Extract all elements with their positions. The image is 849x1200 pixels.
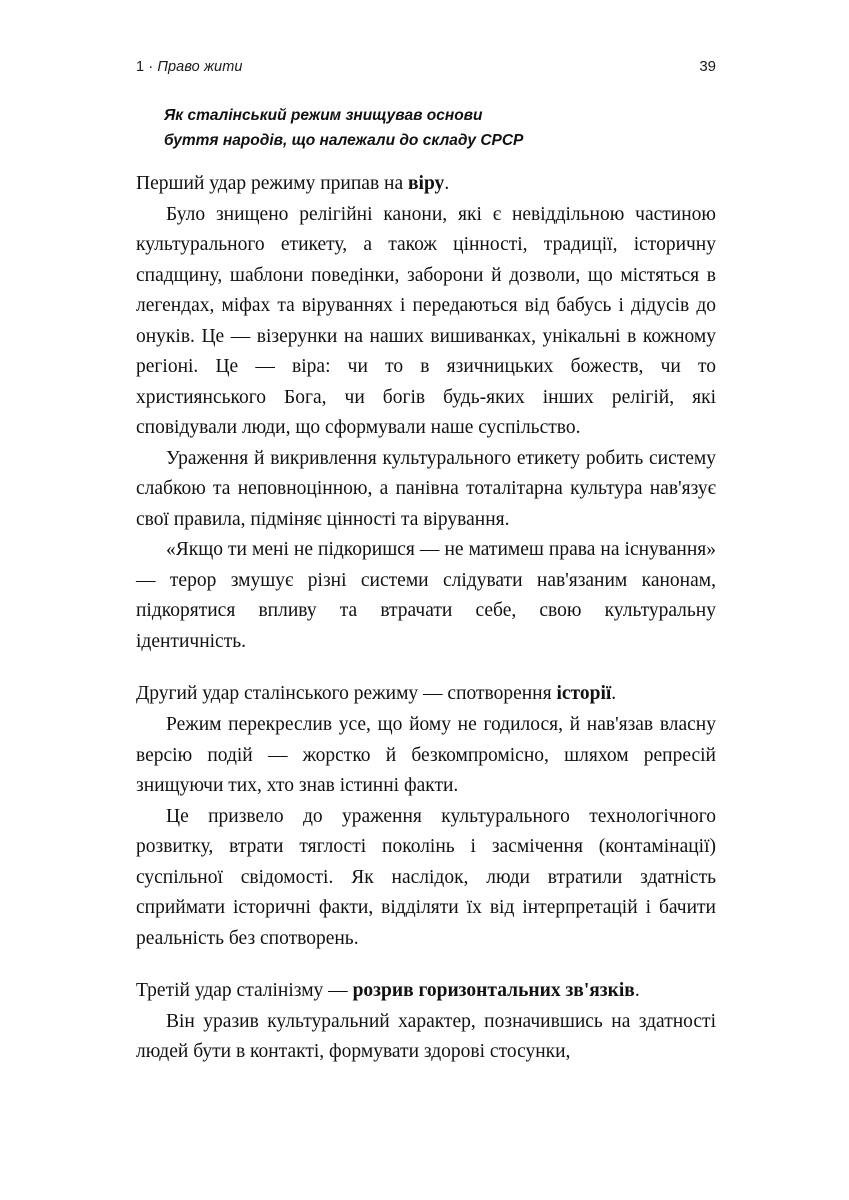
lead-1-before: Перший удар режиму припав на [136, 173, 409, 195]
running-title-text: Право жити [157, 59, 243, 75]
page-header [136, 0, 716, 75]
subheading-line-1: Як сталінський режим знищував основи [164, 107, 483, 124]
lead-3-bold: розрив горизонтальних зв'язків [352, 980, 635, 1002]
lead-paragraph-1 [136, 169, 716, 200]
body-text [136, 169, 716, 1067]
running-title [136, 59, 243, 75]
paragraph-spacer [136, 657, 716, 679]
lead-3-before: Третій удар сталінізму — [136, 980, 353, 1002]
lead-3-after: . [634, 980, 640, 1002]
page-number: 39 [699, 58, 716, 75]
lead-paragraph-2 [136, 679, 716, 710]
paragraph: Це призвело до ураження культурального технологічного розвитку, втрати тяглості поколінь і засмічення (контамінації) суспільної свідомості. Як наслідок, люди втратили здатність сприймати історичні факти, відділяти їх від інтерпретацій і бачити реальність без спотворень. [136, 805, 716, 949]
paragraph: Було знищено релігійні канони, які є невіддільною частиною культурального етикету, а також цінності, традиції, історичну спадщину, шаблони поведінки, заборони й дозволи, що містяться в легендах, міфах та віруваннях і передаються від бабусь і дідусів до онуків. Це — візерунки на наших вишиванках, унікальні в кожному регіоні. Це — віра: чи то в язичницьких божеств, чи то християнського Бога, чи богів будь-яких інших релігій, які сповідували люди, що сформували наше суспільство. [136, 203, 716, 439]
subheading-line-2: буття народів, що належали до складу СРСР [164, 132, 524, 150]
paragraph: «Якщо ти мені не підкоришся — не матимеш права на існування» — терор змушує різні системи слідувати нав'язаним канонам, підкорятися впливу та втрачати себе, свою культуральну ідентичність. [136, 539, 716, 652]
lead-1-bold: віру [408, 173, 445, 195]
running-title-separator: · [148, 59, 154, 75]
paragraph: Режим перекреслив усе, що йому не годилося, й нав'язав власну версію подій — жорстко й безкомпромісно, шляхом репресій знищуючи тих, хто знав істинні факти. [136, 713, 716, 797]
lead-2-after: . [611, 683, 617, 705]
paragraph: Він уразив культуральний характер, позначившись на здатності людей бути в контакті, формувати здорові стосунки, [136, 1010, 716, 1063]
running-title-chapter: 1 [136, 59, 145, 75]
paragraph: Ураження й викривлення культурального етикету робить систему слабкою та неповноцінною, а панівна тоталітарна культура нав'язує свої правила, підміняє цінності та вірування. [136, 447, 716, 530]
page-content [136, 0, 716, 1068]
paragraph-spacer [136, 954, 716, 976]
lead-1-after: . [444, 173, 450, 195]
lead-2-before: Другий удар сталінського режиму — спотворення [136, 683, 557, 705]
lead-paragraph-3 [136, 976, 716, 1007]
section-subheading [164, 103, 684, 153]
lead-2-bold: історії [556, 683, 612, 705]
